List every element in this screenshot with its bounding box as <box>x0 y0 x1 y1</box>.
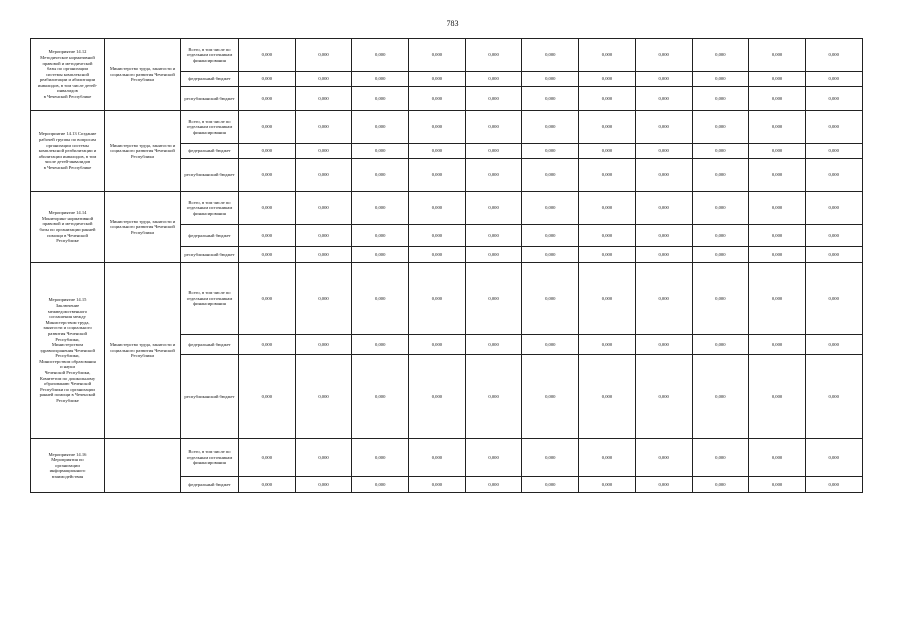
funding-source: республиканский бюджет <box>181 355 239 439</box>
funding-value: 0,000 <box>352 335 409 355</box>
funding-value: 0,000 <box>409 335 466 355</box>
funding-value: 0,000 <box>352 87 409 111</box>
table-row <box>31 263 863 335</box>
activity-executor: Министерство труда, занятости и социального развития Чеченской Республики <box>105 39 181 111</box>
funding-value: 0,000 <box>692 247 749 263</box>
funding-source: Всего, в том числе по отдельным источникам финансирования <box>181 111 239 144</box>
table-row <box>31 439 863 477</box>
funding-value: 0,000 <box>465 39 522 72</box>
funding-value: 0,000 <box>352 159 409 192</box>
activity-executor: Министерство труда, занятости и социального развития Чеченской Республики <box>105 192 181 263</box>
funding-value: 0,000 <box>465 263 522 335</box>
activity-name: Мероприятие 14.13 Создание рабочей группы по вопросам организации системы комплексной реабилитации и абилитации инвалидов, в том числе детей-инвалидов в Чеченской Республике <box>31 111 105 192</box>
funding-value: 0,000 <box>522 144 579 159</box>
funding-value: 0,000 <box>522 477 579 493</box>
funding-value: 0,000 <box>295 263 352 335</box>
funding-value: 0,000 <box>805 247 862 263</box>
funding-value: 0,000 <box>409 247 466 263</box>
funding-value: 0,000 <box>352 192 409 225</box>
funding-value: 0,000 <box>465 355 522 439</box>
funding-value: 0,000 <box>749 335 806 355</box>
funding-value: 0,000 <box>749 39 806 72</box>
funding-value: 0,000 <box>579 477 636 493</box>
funding-value: 0,000 <box>635 72 692 87</box>
funding-value: 0,000 <box>295 39 352 72</box>
funding-value: 0,000 <box>239 225 296 247</box>
funding-value: 0,000 <box>805 111 862 144</box>
funding-value: 0,000 <box>635 111 692 144</box>
funding-value: 0,000 <box>749 111 806 144</box>
funding-value: 0,000 <box>749 72 806 87</box>
table-row <box>31 192 863 225</box>
funding-value: 0,000 <box>805 355 862 439</box>
funding-value: 0,000 <box>805 159 862 192</box>
funding-value: 0,000 <box>352 477 409 493</box>
funding-value: 0,000 <box>579 439 636 477</box>
funding-value: 0,000 <box>239 263 296 335</box>
funding-value: 0,000 <box>579 355 636 439</box>
funding-value: 0,000 <box>352 263 409 335</box>
funding-value: 0,000 <box>749 355 806 439</box>
funding-value: 0,000 <box>522 263 579 335</box>
funding-value: 0,000 <box>635 192 692 225</box>
funding-value: 0,000 <box>692 439 749 477</box>
funding-value: 0,000 <box>295 87 352 111</box>
funding-value: 0,000 <box>295 439 352 477</box>
activity-name: Мероприятие 14.15 Заключение межведомственного соглашения между Министерством труда, занятости и социального развития Чеченской Республики, Министерством здравоохранения Чеченской Республики, Министерством образования и науки Чеченской Республики, Комитетом по дошкольному образованию Чеченской Республики по организации ранней помощи в Чеченской Республике <box>31 263 105 439</box>
funding-source: республиканский бюджет <box>181 247 239 263</box>
funding-value: 0,000 <box>692 72 749 87</box>
funding-value: 0,000 <box>522 225 579 247</box>
funding-value: 0,000 <box>635 439 692 477</box>
funding-value: 0,000 <box>635 87 692 111</box>
funding-value: 0,000 <box>352 144 409 159</box>
funding-value: 0,000 <box>692 263 749 335</box>
funding-value: 0,000 <box>409 225 466 247</box>
funding-value: 0,000 <box>749 225 806 247</box>
funding-value: 0,000 <box>239 335 296 355</box>
funding-value: 0,000 <box>692 87 749 111</box>
funding-value: 0,000 <box>465 72 522 87</box>
funding-value: 0,000 <box>465 159 522 192</box>
funding-value: 0,000 <box>692 225 749 247</box>
funding-value: 0,000 <box>295 335 352 355</box>
funding-value: 0,000 <box>635 159 692 192</box>
activity-executor <box>105 439 181 493</box>
funding-source: федеральный бюджет <box>181 225 239 247</box>
funding-value: 0,000 <box>295 355 352 439</box>
activity-name: Мероприятие 14.14 Мониторинг нормативной правовой и методической базы по организации ранней помощи в Чеченской Республике <box>31 192 105 263</box>
funding-value: 0,000 <box>295 72 352 87</box>
funding-value: 0,000 <box>522 439 579 477</box>
funding-value: 0,000 <box>352 72 409 87</box>
funding-value: 0,000 <box>749 439 806 477</box>
funding-value: 0,000 <box>692 144 749 159</box>
funding-source: федеральный бюджет <box>181 335 239 355</box>
table-row <box>31 39 863 72</box>
funding-value: 0,000 <box>465 225 522 247</box>
funding-value: 0,000 <box>749 159 806 192</box>
funding-value: 0,000 <box>295 159 352 192</box>
funding-value: 0,000 <box>522 355 579 439</box>
activity-executor: Министерство труда, занятости и социального развития Чеченской Республики <box>105 263 181 439</box>
funding-value: 0,000 <box>805 335 862 355</box>
funding-value: 0,000 <box>352 439 409 477</box>
funding-value: 0,000 <box>295 477 352 493</box>
funding-value: 0,000 <box>409 355 466 439</box>
activity-name: Мероприятие 14.12 Методическое нормативной правовой и методической базы по организации системы комплексной реабилитации и абилитации инвалидов, в том числе детей- инвалидов в Чеченской Республике <box>31 39 105 111</box>
funding-value: 0,000 <box>635 477 692 493</box>
funding-value: 0,000 <box>409 39 466 72</box>
funding-source: Всего, в том числе по отдельным источникам финансирования <box>181 192 239 225</box>
funding-value: 0,000 <box>805 144 862 159</box>
funding-value: 0,000 <box>522 87 579 111</box>
funding-value: 0,000 <box>805 439 862 477</box>
funding-value: 0,000 <box>579 159 636 192</box>
funding-value: 0,000 <box>579 335 636 355</box>
funding-value: 0,000 <box>239 159 296 192</box>
funding-source: республиканский бюджет <box>181 87 239 111</box>
funding-value: 0,000 <box>409 144 466 159</box>
funding-source: федеральный бюджет <box>181 72 239 87</box>
funding-value: 0,000 <box>352 355 409 439</box>
funding-value: 0,000 <box>579 225 636 247</box>
funding-value: 0,000 <box>579 72 636 87</box>
funding-value: 0,000 <box>465 477 522 493</box>
funding-value: 0,000 <box>635 39 692 72</box>
funding-value: 0,000 <box>239 87 296 111</box>
funding-value: 0,000 <box>579 263 636 335</box>
funding-value: 0,000 <box>692 355 749 439</box>
funding-value: 0,000 <box>239 355 296 439</box>
activity-executor: Министерство труда, занятости и социального развития Чеченской Республики <box>105 111 181 192</box>
funding-value: 0,000 <box>635 225 692 247</box>
funding-value: 0,000 <box>239 144 296 159</box>
funding-value: 0,000 <box>522 247 579 263</box>
funding-value: 0,000 <box>295 247 352 263</box>
funding-value: 0,000 <box>692 192 749 225</box>
funding-value: 0,000 <box>352 225 409 247</box>
funding-value: 0,000 <box>295 144 352 159</box>
funding-value: 0,000 <box>579 247 636 263</box>
funding-value: 0,000 <box>692 39 749 72</box>
funding-value: 0,000 <box>522 72 579 87</box>
funding-value: 0,000 <box>635 335 692 355</box>
funding-value: 0,000 <box>805 477 862 493</box>
funding-value: 0,000 <box>409 87 466 111</box>
funding-value: 0,000 <box>409 477 466 493</box>
activity-name: Мероприятие 14.16 Мероприятия по организации информационного взаимодействия <box>31 439 105 493</box>
funding-value: 0,000 <box>805 72 862 87</box>
funding-value: 0,000 <box>239 72 296 87</box>
funding-value: 0,000 <box>805 87 862 111</box>
funding-source: республиканский бюджет <box>181 159 239 192</box>
funding-source: федеральный бюджет <box>181 477 239 493</box>
funding-value: 0,000 <box>692 111 749 144</box>
funding-value: 0,000 <box>522 335 579 355</box>
funding-value: 0,000 <box>295 192 352 225</box>
funding-value: 0,000 <box>635 144 692 159</box>
funding-value: 0,000 <box>465 439 522 477</box>
funding-value: 0,000 <box>522 111 579 144</box>
funding-value: 0,000 <box>239 39 296 72</box>
funding-value: 0,000 <box>522 159 579 192</box>
funding-value: 0,000 <box>465 111 522 144</box>
funding-value: 0,000 <box>749 87 806 111</box>
funding-value: 0,000 <box>749 263 806 335</box>
funding-source: Всего, в том числе по отдельным источникам финансирования <box>181 263 239 335</box>
funding-value: 0,000 <box>409 263 466 335</box>
funding-value: 0,000 <box>465 144 522 159</box>
funding-value: 0,000 <box>749 144 806 159</box>
funding-value: 0,000 <box>635 247 692 263</box>
funding-value: 0,000 <box>465 247 522 263</box>
funding-value: 0,000 <box>295 111 352 144</box>
funding-value: 0,000 <box>239 111 296 144</box>
funding-value: 0,000 <box>409 159 466 192</box>
funding-value: 0,000 <box>692 477 749 493</box>
funding-value: 0,000 <box>749 192 806 225</box>
funding-source: Всего, в том числе по отдельным источникам финансирования <box>181 39 239 72</box>
funding-value: 0,000 <box>635 355 692 439</box>
funding-value: 0,000 <box>749 477 806 493</box>
funding-value: 0,000 <box>465 87 522 111</box>
funding-value: 0,000 <box>522 39 579 72</box>
funding-value: 0,000 <box>465 335 522 355</box>
funding-value: 0,000 <box>352 111 409 144</box>
funding-value: 0,000 <box>239 477 296 493</box>
funding-value: 0,000 <box>805 225 862 247</box>
funding-value: 0,000 <box>692 335 749 355</box>
funding-source: Всего, в том числе по отдельным источникам финансирования <box>181 439 239 477</box>
funding-value: 0,000 <box>352 247 409 263</box>
funding-value: 0,000 <box>409 439 466 477</box>
funding-value: 0,000 <box>239 192 296 225</box>
funding-value: 0,000 <box>749 247 806 263</box>
funding-table <box>30 38 863 493</box>
funding-value: 0,000 <box>579 111 636 144</box>
funding-value: 0,000 <box>805 39 862 72</box>
funding-value: 0,000 <box>692 159 749 192</box>
funding-value: 0,000 <box>409 72 466 87</box>
funding-value: 0,000 <box>579 39 636 72</box>
funding-value: 0,000 <box>409 111 466 144</box>
page-number: 783 <box>446 19 459 28</box>
funding-value: 0,000 <box>635 263 692 335</box>
funding-value: 0,000 <box>805 263 862 335</box>
funding-value: 0,000 <box>295 225 352 247</box>
table-row <box>31 111 863 144</box>
funding-source: федеральный бюджет <box>181 144 239 159</box>
funding-value: 0,000 <box>239 247 296 263</box>
funding-value: 0,000 <box>579 144 636 159</box>
funding-value: 0,000 <box>522 192 579 225</box>
funding-value: 0,000 <box>239 439 296 477</box>
funding-value: 0,000 <box>352 39 409 72</box>
funding-value: 0,000 <box>805 192 862 225</box>
funding-value: 0,000 <box>465 192 522 225</box>
funding-value: 0,000 <box>579 192 636 225</box>
funding-value: 0,000 <box>409 192 466 225</box>
funding-value: 0,000 <box>579 87 636 111</box>
